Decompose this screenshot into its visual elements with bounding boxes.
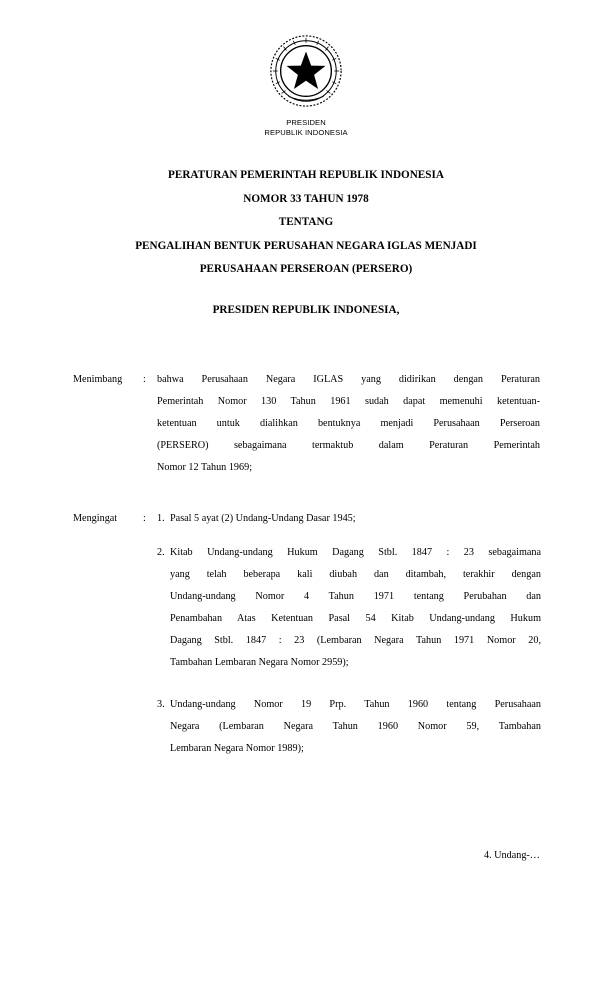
president-heading: PRESIDEN REPUBLIK INDONESIA, bbox=[212, 304, 400, 316]
list-item-line: Dagang Stbl. 1847 : 23 (Lembaran Negara Tahun 1971 Nomor 20, bbox=[170, 635, 541, 646]
mengingat-colon: : bbox=[143, 513, 146, 524]
list-item-line: yang telah beberapa kali diubah dan ditambah, terakhir dengan bbox=[170, 569, 541, 580]
list-item bbox=[157, 508, 541, 530]
list-item-line: Undang-undang Nomor 19 Prp. Tahun 1960 tentang Perusahaan bbox=[170, 699, 541, 710]
list-item-line: Negara (Lembaran Negara Tahun 1960 Nomor 59, Tambahan bbox=[170, 721, 541, 732]
paragraph-line: (PERSERO) sebagaimana termaktub dalam Peraturan Pemerintah bbox=[157, 440, 540, 451]
title-about: TENTANG bbox=[278, 216, 334, 228]
title-line: PERATURAN PEMERINTAH REPUBLIK INDONESIA bbox=[168, 169, 444, 181]
list-item-text bbox=[170, 694, 541, 760]
menimbang-label: Menimbang bbox=[73, 374, 123, 385]
garuda-star-emblem-icon bbox=[267, 32, 345, 110]
list-item-line: Pasal 5 ayat (2) Undang-Undang Dasar 1945; bbox=[170, 513, 356, 524]
list-item-line: Undang-undang Nomor 4 Tahun 1971 tentang Perubahan dan bbox=[170, 591, 541, 602]
list-item-number: 1. bbox=[157, 513, 165, 524]
list-item-number: 3. bbox=[157, 699, 165, 710]
list-item-line: Tambahan Lembaran Negara Nomor 2959); bbox=[170, 657, 349, 668]
paragraph-line: Nomor 12 Tahun 1969; bbox=[157, 462, 253, 473]
menimbang-paragraph bbox=[157, 369, 540, 479]
menimbang-colon: : bbox=[143, 374, 146, 385]
list-item-text bbox=[170, 508, 541, 530]
list-item bbox=[157, 542, 541, 674]
list-item-number: 2. bbox=[157, 547, 165, 558]
list-item-text bbox=[170, 542, 541, 674]
list-item-line: Penambahan Atas Ketentuan Pasal 54 Kitab Undang-undang Hukum bbox=[170, 613, 541, 624]
list-item-line: Kitab Undang-undang Hukum Dagang Stbl. 1847 : 23 sebagaimana bbox=[170, 547, 541, 558]
office-caption-line2: REPUBLIK INDONESIA bbox=[264, 128, 348, 137]
paragraph-line: Pemerintah Nomor 130 Tahun 1961 sudah dapat memenuhi ketentuan- bbox=[157, 396, 540, 407]
page-continuation-marker: 4. Undang-… bbox=[483, 850, 540, 861]
list-item-line: Lembaran Negara Nomor 1989); bbox=[170, 743, 304, 754]
title-subject-line2: PERUSAHAAN PERSEROAN (PERSERO) bbox=[199, 263, 413, 275]
list-item bbox=[157, 694, 541, 760]
mengingat-label: Mengingat bbox=[73, 513, 118, 524]
title-number: NOMOR 33 TAHUN 1978 bbox=[243, 192, 369, 205]
regulation-title bbox=[56, 164, 556, 282]
office-caption bbox=[206, 118, 406, 138]
paragraph-line: ketentuan untuk dialihkan bentuknya menjadi Perusahaan Perseroan bbox=[157, 418, 540, 429]
paragraph-line: bahwa Perusahaan Negara IGLAS yang didirikan dengan Peraturan bbox=[157, 374, 540, 385]
title-subject-line1: PENGALIHAN BENTUK PERUSAHAN NEGARA IGLAS MENJADI bbox=[135, 239, 477, 252]
office-caption-line1: PRESIDEN bbox=[286, 118, 326, 127]
